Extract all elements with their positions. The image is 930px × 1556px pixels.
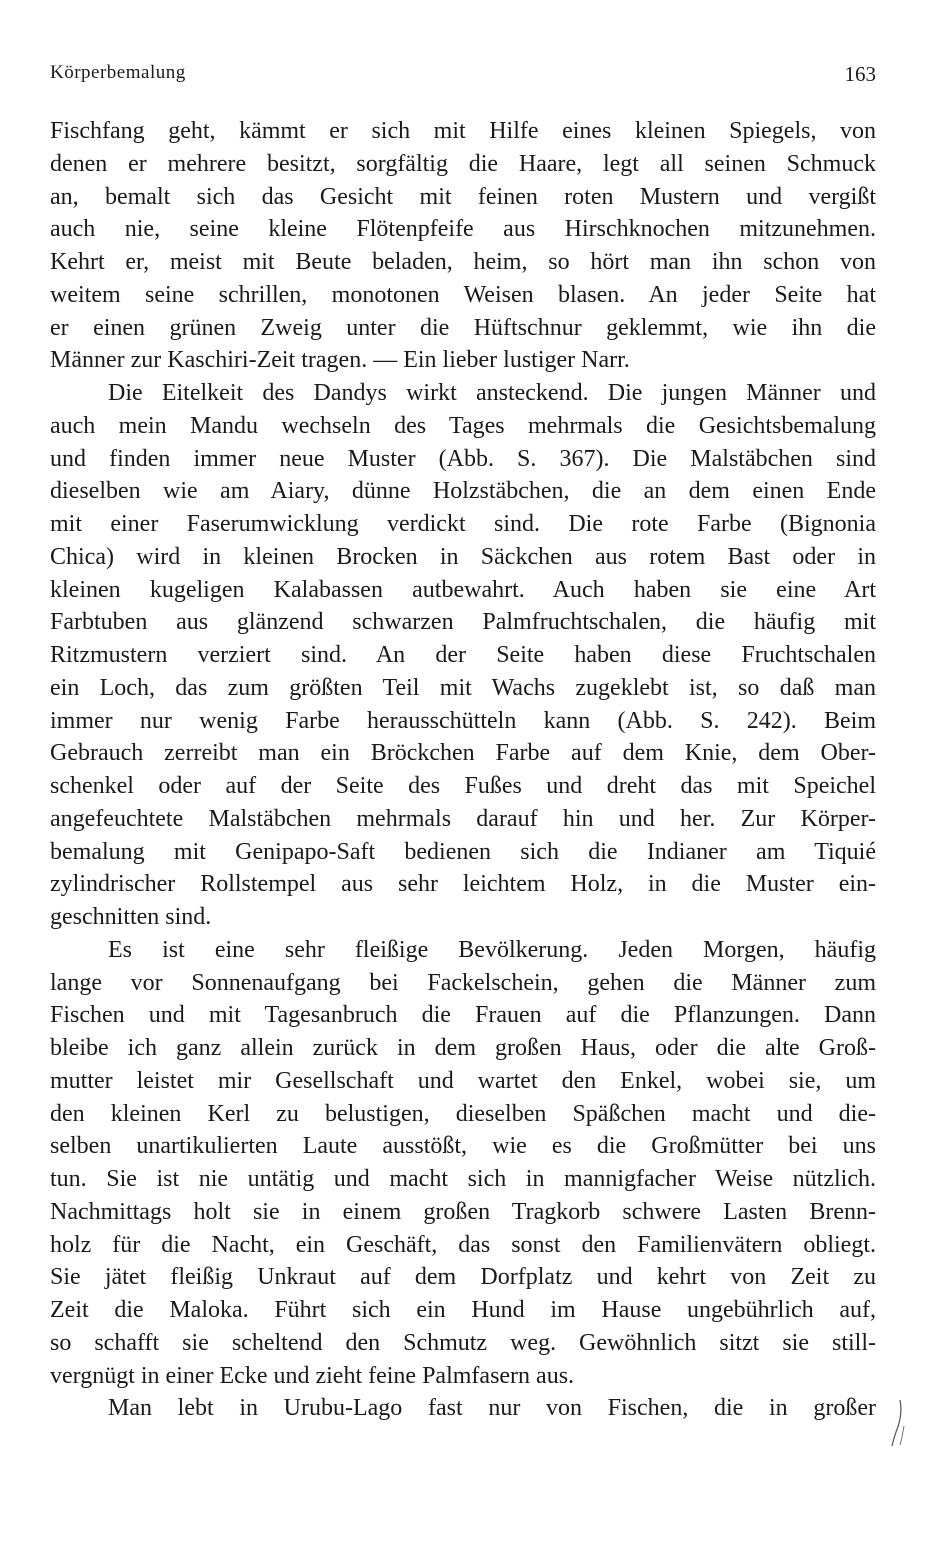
text-line: Gebrauch zerreibt man ein Bröckchen Farbe auf dem Knie, dem Ober- [50, 740, 876, 767]
text-line: Nachmittags holt sie in einem großen Tragkorb schwere Lasten Brenn- [50, 1198, 876, 1225]
paragraph-first-line: Es ist eine sehr fleißige Bevölkerung. Jeden Morgen, häufig [108, 936, 876, 963]
text-line: Ritzmustern verziert sind. An der Seite haben diese Fruchtschalen [50, 642, 876, 668]
text-line: auch nie, seine kleine Flötenpfeife aus Hirschknochen mitzunehmen. [50, 216, 876, 243]
text-line: Sie jätet fleißig Unkraut auf dem Dorfplatz und kehrt von Zeit zu [50, 1264, 876, 1291]
text-line: auch mein Mandu wechseln des Tages mehrmals die Gesichtsbemalung [50, 412, 876, 439]
text-line: bleibe ich ganz allein zurück in dem großen Haus, oder die alte Groß- [50, 1035, 876, 1061]
text-line: den kleinen Kerl zu belustigen, dieselben Späßchen macht und die- [50, 1100, 876, 1127]
text-line: geschnitten sind. [50, 904, 212, 930]
text-line: vergnügt in einer Ecke und zieht feine Palmfasern aus. [50, 1362, 575, 1389]
text-line: und finden immer neue Muster (Abb. S. 367). Die Malstäbchen sind [50, 445, 876, 472]
paragraph-first-line: Man lebt in Urubu-Lago fast nur von Fischen, die in großer [108, 1395, 876, 1422]
text-line: holz für die Nacht, ein Geschäft, das sonst den Familienvätern obliegt. [50, 1231, 876, 1258]
text-line: Fischen und mit Tagesanbruch die Frauen auf die Pflanzungen. Dann [50, 1002, 876, 1029]
text-line: immer nur wenig Farbe herausschütteln kann (Abb. S. 242). Beim [50, 707, 876, 734]
text-line: selben unartikulierten Laute ausstößt, wie es die Großmütter bei uns [50, 1133, 876, 1160]
text-line: Fischfang geht, kämmt er sich mit Hilfe eines kleinen Spiegels, von [50, 118, 876, 144]
text-line: angefeuchtete Malstäbchen mehrmals darauf hin und her. Zur Körper- [50, 805, 876, 832]
text-line: lange vor Sonnenaufgang bei Fackelschein, gehen die Männer zum [50, 969, 876, 996]
text-line: Männer zur Kaschiri-Zeit tragen. — Ein lieber lustiger Narr. [50, 347, 630, 374]
text-line: zylindrischer Rollstempel aus sehr leichtem Holz, in die Muster ein- [50, 871, 876, 898]
text-line: er einen grünen Zweig unter die Hüftschnur geklemmt, wie ihn die [50, 314, 876, 341]
text-line: Chica) wird in kleinen Brocken in Säckchen aus rotem Bast oder in [50, 543, 876, 570]
text-line: ein Loch, das zum größten Teil mit Wachs zugeklebt ist, so daß man [50, 674, 876, 701]
text-line: denen er mehrere besitzt, sorgfältig die Haare, legt all seinen Schmuck [50, 150, 876, 177]
margin-pencil-mark [888, 1398, 908, 1448]
text-line: dieselben wie am Aiary, dünne Holzstäbchen, die an dem einen Ende [50, 478, 876, 505]
text-line: mit einer Faserumwicklung verdickt sind. Die rote Farbe (Bignonia [50, 511, 876, 537]
text-line: so schafft sie scheltend den Schmutz weg. Gewöhnlich sitzt sie still- [50, 1329, 876, 1356]
text-line: tun. Sie ist nie untätig und macht sich in mannigfacher Weise nützlich. [50, 1166, 876, 1192]
running-head [50, 62, 876, 88]
text-line: Kehrt er, meist mit Beute beladen, heim, so hört man ihn schon von [50, 249, 876, 275]
paragraph-first-line: Die Eitelkeit des Dandys wirkt ansteckend. Die jungen Männer und [108, 380, 876, 406]
running-head-title: Körperbemalung [50, 62, 186, 83]
text-line: Zeit die Maloka. Führt sich ein Hund im Hause ungebührlich auf, [50, 1297, 876, 1323]
text-line: an, bemalt sich das Gesicht mit feinen roten Mustern und vergißt [50, 183, 876, 210]
text-line: Farbtuben aus glänzend schwarzen Palmfruchtschalen, die häufig mit [50, 609, 876, 636]
page-number: 163 [844, 62, 876, 86]
text-line: bemalung mit Genipapo-Saft bedienen sich die Indianer am Tiquié [50, 838, 876, 865]
text-line: mutter leistet mir Gesellschaft und wartet den Enkel, wobei sie, um [50, 1067, 876, 1094]
body-text [50, 115, 876, 1425]
text-line: kleinen kugeligen Kalabassen autbewahrt. Auch haben sie eine Art [50, 576, 876, 603]
text-line: schenkel oder auf der Seite des Fußes und dreht das mit Speichel [50, 773, 876, 799]
text-line: weitem seine schrillen, monotonen Weisen blasen. An jeder Seite hat [50, 281, 876, 308]
